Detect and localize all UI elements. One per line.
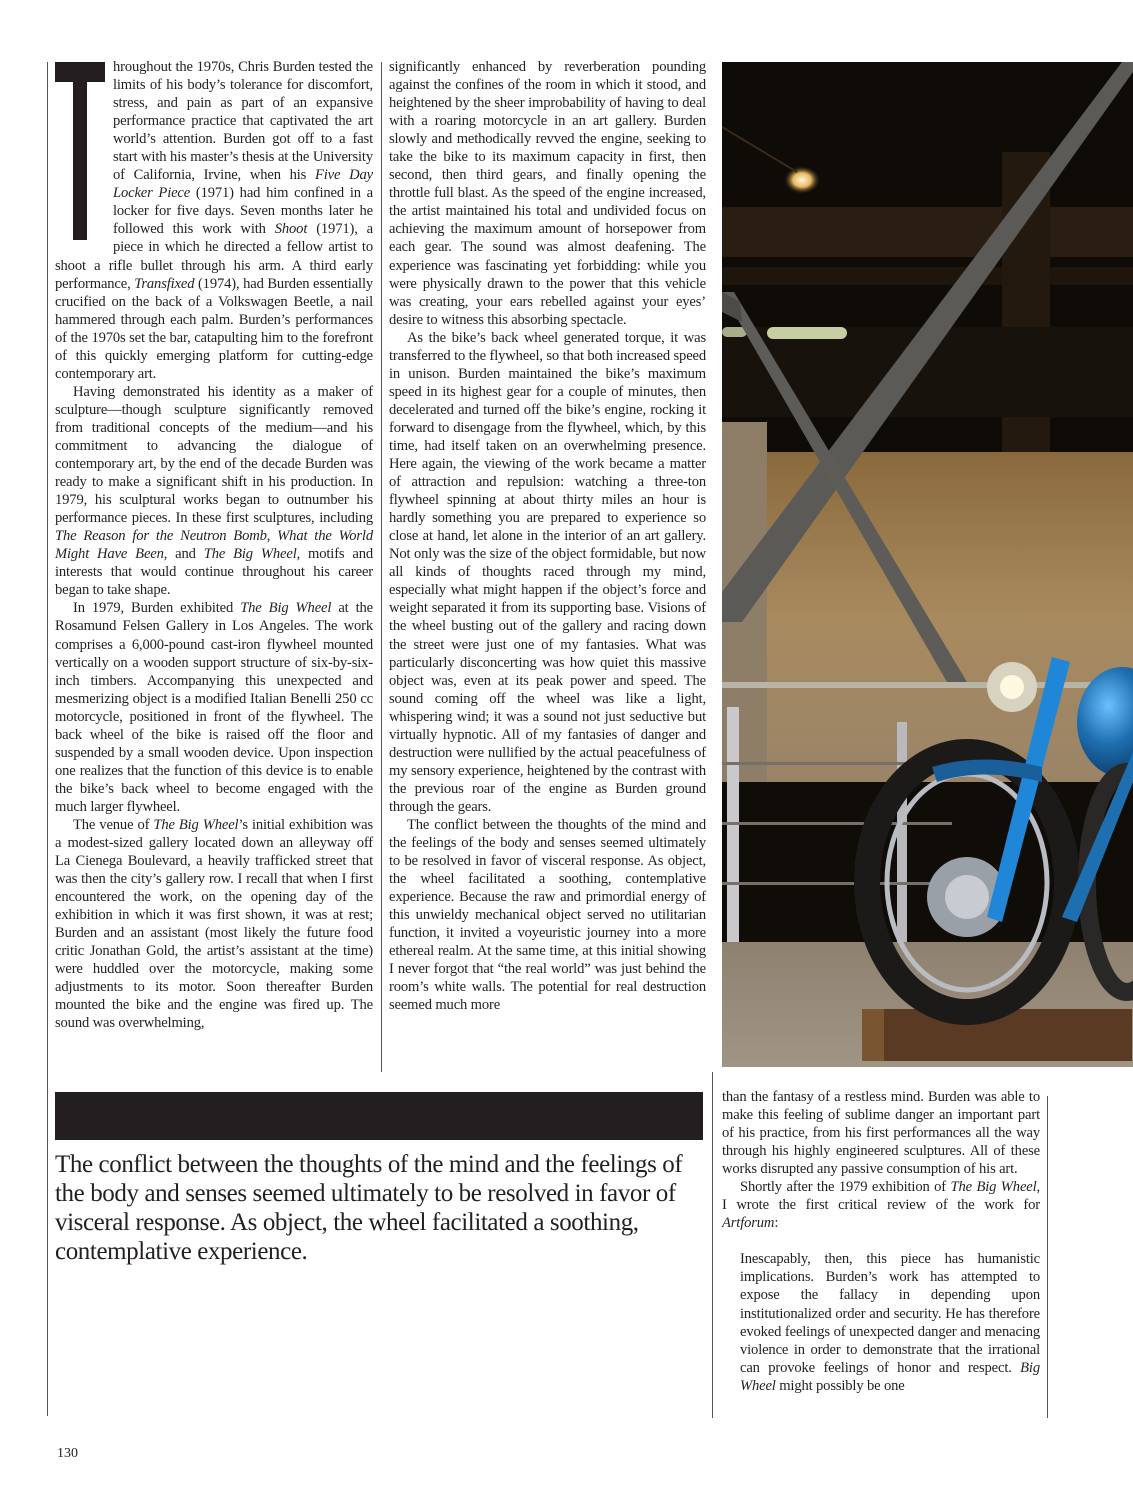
text-run: at the Rosamund Felsen Gallery in Los Angeles. The work comprises a 6,000-pound cast-iron flywheel mounted vertically on a wooden support structure of six-by-six-inch timbers. Accompanying this unexpected and mesmerizing object is a modified Italian Benelli 250 cc motorcycle, positioned in front of the flywheel. The back wheel of the bike is raised off the floor and suspended by a small wooden device. Upon inspection one realizes that the function of this device is to enable the bike’s back wheel to become engaged with the much larger flywheel. bbox=[55, 600, 374, 815]
page-number: 130 bbox=[57, 1446, 78, 1461]
italic-title: Five Day Locker Piece bbox=[113, 167, 373, 202]
column-rule-right bbox=[1047, 1096, 1048, 1418]
text-run: As the bike’s back wheel generated torque, it was transferred to the flywheel, so that both increased speed in unison. Burden maintained the bike’s maximum speed in its highest gear for a couple of minutes, then decelerated and turned off the bike’s engine, rocking it forward to disengage from the flywheel, which, by this time, had itself taken on an overwhelming presence. Here again, the viewing of the work became a matter of attraction and repulsion: watching a three-ton flywheel spinning at about thirty miles an hour is hardly something you are prepared to experience so close at hand, let alone in the interior of an art gallery. Not only was the size of the object formidable, but now all kinds of thoughts raced through my mind, especially what might happen if the object’s force and weight separated it from its supporting base. Visions of the wheel busting out of the gallery and racing down the street were just one of my fantasies. What was particularly disconcerting was how quiet this massive object was, even at its peak power and speed. The sound coming off the wheel was like a light, whispering wind; it was a sound not just seductive but virtually hypnotic. All of my fantasies of danger and destruction were nullified by the actual peacefulness of my sensory experience, heightened by the contrast with the previous roar of the engine as Burden ground through the gears. bbox=[389, 329, 706, 815]
italic-title: Big Wheel bbox=[740, 1359, 1040, 1394]
text-run: (1971) had him confined in a locker for five days. Seven months later he followed this work with bbox=[113, 185, 373, 238]
paragraph bbox=[389, 58, 706, 329]
column-rule-photo bbox=[712, 1072, 713, 1418]
body-column-1 bbox=[55, 58, 373, 1033]
text-run: Having demonstrated his identity as a maker of sculpture—though sculpture significantly removed from traditional concepts of the medium—and his commitment to advancing the dialogue of contemporary art, by the end of the decade Burden was ready to make a significant shift in his production. In 1979, his sculptural works began to outnumber his performance pieces. In these first sculptures, including bbox=[55, 383, 373, 527]
paragraph bbox=[55, 599, 373, 816]
text-run: significantly enhanced by reverberation pounding against the confines of the room in which it stood, and heightened by the sheer improbability of having to deal with a roaring motorcycle in an art gallery. Burden slowly and methodically revved the engine, seeking to take the bike to its maximum capacity in first, then second, then third gears, and finally opening the throttle full blast. As the speed of the engine increased, the artist maintained his total and undivided focus on achieving the maximum amount of horsepower from each gear. The sound was almost deafening. The experience was fascinating yet forbidding: while you were physically drawn to the power that this vehicle was creating, your ears rebelled against your eyes’ desire to witness this absorbing spectacle. bbox=[389, 59, 706, 328]
drop-cap-stem bbox=[73, 62, 87, 240]
body-column-2 bbox=[389, 58, 706, 1014]
text-run: (1974), had Burden essentially crucified on the back of a Volkswagen Beetle, a nail hammered through each palm. Burden’s performances of the 1970s set the bar, catapulting him to the forefront of this quickly emerging platform for cutting-edge contemporary art. bbox=[55, 275, 373, 382]
drop-cap bbox=[55, 62, 105, 244]
photo-illustration bbox=[722, 62, 1133, 1067]
paragraph bbox=[389, 329, 706, 816]
text-run: The conflict between the thoughts of the mind and the feelings of the body and senses seemed ultimately to be resolved in favor of visceral response. As object, the wheel facilitated a soothing, contemplative experience. Because the raw and primordial energy of this unwieldy mechanical object served no utilitarian function, it invited a voyeuristic journey into a more ethereal realm. At the same time, at this initial showing I never forgot that “the real world” was just behind the room’s white walls. The potential for real destruction seemed much more bbox=[389, 816, 706, 1014]
text-run: The venue of bbox=[73, 816, 154, 833]
pull-quote: The conflict between the thoughts of the mind and the feelings of the body and senses seemed ultimately to be resolved in favor of visceral response. As object, the wheel facilitated a soothing, contemplative experience. bbox=[55, 1151, 683, 1265]
italic-title: The Big Wheel bbox=[240, 600, 332, 617]
body-column-3 bbox=[722, 1088, 1040, 1395]
pull-quote-bar bbox=[55, 1092, 703, 1140]
photo-motorcycle-installation bbox=[722, 62, 1133, 1067]
italic-title: The Big Wheel bbox=[153, 816, 239, 833]
text-run: In 1979, Burden exhibited bbox=[73, 600, 241, 617]
text-run: Inescapably, then, this piece has humanistic implications. Burden’s work has attempted to expose the fallacy in depending upon institutionalized order and security. He has therefore evoked feelings of unexpected danger and menacing violence in order to demonstrate that the irrational can provoke feelings of honor and respect. bbox=[740, 1251, 1040, 1376]
italic-title: The Big Wheel bbox=[203, 546, 297, 563]
italic-title: Shoot bbox=[274, 221, 308, 238]
column-rule-middle bbox=[381, 62, 382, 1072]
text-run: than the fantasy of a restless mind. Burden was able to make this feeling of sublime danger an important part of his practice, from his first performances all the way through his highly engineered sculptures. All of these works disrupted any passive consumption of his art. bbox=[722, 1089, 1040, 1178]
text-run: , motifs and interests that would continue throughout his career began to take shape. bbox=[55, 546, 374, 599]
italic-title: The Big Wheel bbox=[950, 1179, 1037, 1196]
paragraph bbox=[55, 58, 373, 383]
italic-title: What the World Might Have Been bbox=[55, 528, 373, 563]
italic-title: Artforum bbox=[722, 1215, 775, 1232]
text-run: hroughout the 1970s, Chris Burden tested the limits of his body’s tolerance for discomfort, stress, and pain as part of an expansive performance practice that captivated the art world’s attention. Burden got off to a fast start with his master’s thesis at the University of California, Irvine, when his bbox=[113, 59, 373, 184]
paragraph bbox=[722, 1088, 1040, 1178]
italic-title: Transfixed bbox=[134, 275, 195, 292]
text-run: (1971), a piece in which he directed a fellow artist to shoot a rifle bullet through his arm. A third early performance, bbox=[55, 221, 373, 292]
text-run: , bbox=[266, 528, 278, 545]
text-run: , I wrote the first critical review of the work for bbox=[722, 1179, 1040, 1214]
italic-title: The Reason for the Neutron Bomb bbox=[55, 528, 267, 545]
text-run: ’s initial exhibition was a modest-sized gallery located down an alleyway off La Cienega Boulevard, a heavily trafficked street that was then the city’s gallery row. I recall that when I first encountered the work, on the opening day of the exhibition in which it was first shown, it was at rest; Burden and an assistant (most likely the future food critic Jonathan Gold, the artist’s assistant at the time) were huddled over the motorcycle, making some adjustments to its motor. Soon thereafter Burden mounted the bike and the engine was fired up. The sound was overwhelming, bbox=[55, 816, 374, 1032]
text-run: : bbox=[774, 1215, 779, 1232]
block-quote bbox=[740, 1250, 1040, 1394]
drop-cap-letter bbox=[55, 62, 56, 63]
text-run: might possibly be one bbox=[775, 1377, 905, 1394]
paragraph bbox=[55, 383, 373, 600]
column-rule-left bbox=[47, 62, 48, 1416]
paragraph bbox=[389, 816, 706, 1015]
text-run: Shortly after the 1979 exhibition of bbox=[740, 1179, 951, 1196]
paragraph bbox=[55, 816, 373, 1033]
paragraph bbox=[722, 1178, 1040, 1232]
text-run: , and bbox=[163, 546, 204, 563]
